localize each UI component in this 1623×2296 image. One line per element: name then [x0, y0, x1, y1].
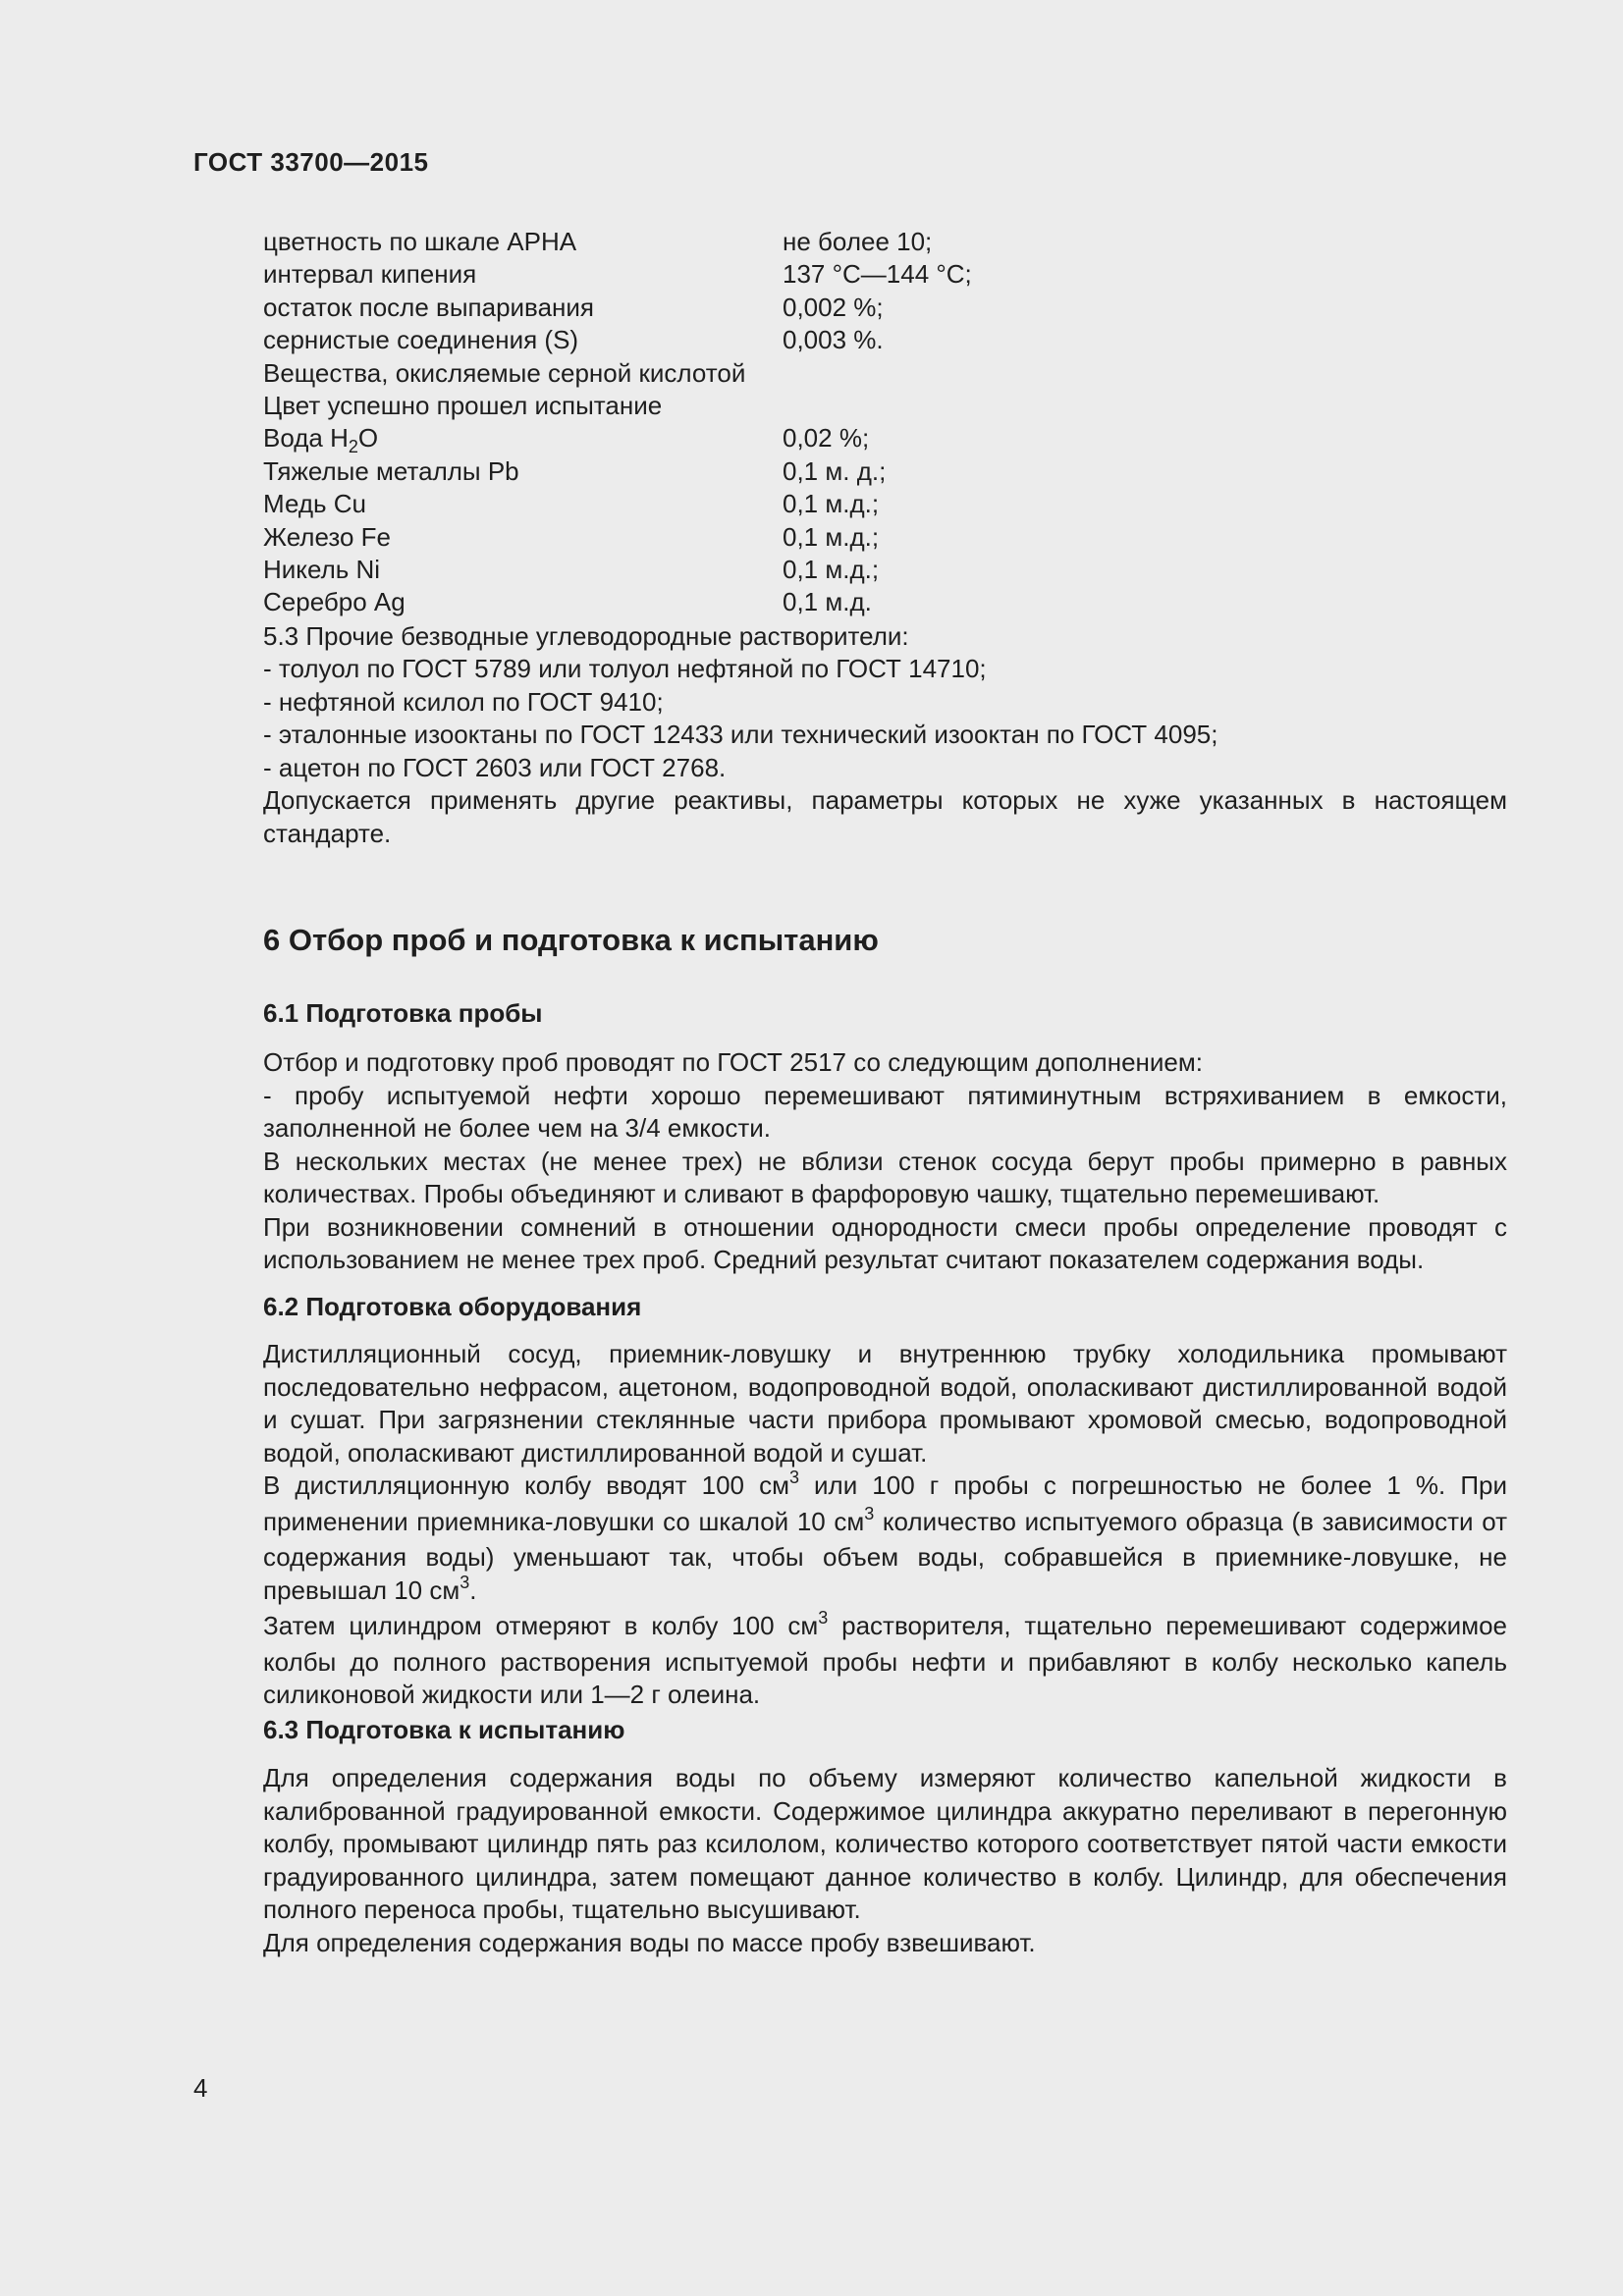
property-row — [263, 554, 1510, 586]
property-label: Тяжелые металлы Pb — [263, 455, 519, 486]
property-row — [263, 324, 1510, 356]
document-header: ГОСТ 33700—2015 — [193, 147, 429, 177]
property-value: 0,02 %; — [783, 423, 870, 454]
text: Затем цилиндром отмеряют в колбу 100 см — [263, 1611, 819, 1640]
property-label: остаток после выпаривания — [263, 292, 594, 322]
paragraph: Для определения содержания воды по массе пробу взвешивают. — [263, 1927, 1036, 1957]
property-value: 0,1 м.д. — [783, 587, 872, 617]
property-row — [263, 357, 1510, 390]
property-value: 0,002 %; — [783, 292, 884, 322]
property-value: 137 °C—144 °C; — [783, 259, 972, 290]
property-label: Железо Fe — [263, 521, 391, 552]
property-row — [263, 488, 1510, 520]
property-value: 0,1 м.д.; — [783, 489, 880, 519]
property-value: 0,003 %. — [783, 325, 884, 355]
property-label: Серебро Ag — [263, 587, 406, 617]
property-row — [263, 390, 1510, 422]
paragraph: Отбор и подготовку проб проводят по ГОСТ 2517 со следующим дополнением: — [263, 1047, 1203, 1077]
property-value: не более 10; — [783, 227, 933, 256]
property-label: цветность по шкале APHA — [263, 227, 577, 256]
property-row — [263, 292, 1510, 324]
list-item: - эталонные изооктаны по ГОСТ 12433 или технический изооктан по ГОСТ 4095; — [263, 720, 1218, 750]
solvents-intro: 5.3 Прочие безводные углеводородные растворители: — [263, 621, 909, 651]
property-label: Никель Ni — [263, 554, 381, 584]
paragraph: В нескольких местах (не менее трех) не вблизи стенок сосуда берут пробы примерно в равных количествах. Пробы объединяют и сливают в фарфоровую чашку, тщательно перемешивают. — [263, 1146, 1507, 1208]
paragraph-group — [193, 1046, 1507, 1277]
property-label: сернистые соединения (S) — [263, 325, 579, 355]
property-label: Цвет успешно прошел испытание — [263, 390, 663, 420]
property-row — [263, 521, 1510, 554]
solvents-list — [263, 620, 1510, 784]
property-row — [263, 258, 1510, 291]
paragraph: - пробу испытуемой нефти хорошо перемешивают пятиминутным встряхиванием в емкости, заполненной не более чем на 3/4 емкости. — [263, 1080, 1507, 1143]
superscript: 3 — [460, 1572, 470, 1592]
paragraph-group — [193, 1338, 1507, 1712]
property-value: 0,1 м.д.; — [783, 521, 880, 552]
property-row — [263, 226, 1510, 258]
list-item: - нефтяной ксилол по ГОСТ 9410; — [263, 686, 664, 717]
text: растворителя, тщательно перемешивают содержимое колбы до полного растворения испытуемой пробы нефти и прибавляют в колбу несколько капель силиконовой жидкости или 1—2 г олеина. — [263, 1611, 1507, 1709]
subsection-title: 6.1 Подготовка пробы — [263, 998, 543, 1028]
list-item: - толуол по ГОСТ 5789 или толуол нефтяной по ГОСТ 14710; — [263, 654, 987, 684]
solvents-note: Допускается применять другие реактивы, параметры которых не хуже указанных в настоящем стандарте. — [263, 785, 1507, 848]
text: или 100 г пробы с погрешностью не более 1 %. При применении приемника-ловушки со шкалой 10 см — [263, 1470, 1507, 1536]
text: В дистилляционную колбу вводят 100 см — [263, 1470, 789, 1500]
property-label — [263, 422, 378, 457]
text: . — [469, 1575, 477, 1605]
property-value: 0,1 м. д.; — [783, 455, 887, 486]
property-label: Медь Cu — [263, 489, 367, 519]
list-item: - ацетон по ГОСТ 2603 или ГОСТ 2768. — [263, 752, 727, 782]
subsection-title: 6.3 Подготовка к испытанию — [263, 1715, 625, 1744]
section-title: 6 Отбор проб и подготовка к испытанию — [263, 923, 879, 957]
page-number: 4 — [193, 2073, 208, 2103]
subscript: 2 — [348, 437, 358, 457]
paragraph — [193, 1469, 1507, 1610]
superscript: 3 — [818, 1608, 829, 1628]
water-label-text: Вода H — [263, 423, 349, 454]
property-row — [263, 455, 1510, 488]
superscript: 3 — [788, 1468, 799, 1487]
property-row — [263, 586, 1510, 618]
subsection-title: 6.2 Подготовка оборудования — [263, 1292, 642, 1321]
water-label-text: O — [357, 423, 379, 454]
superscript: 3 — [864, 1503, 875, 1523]
property-value: 0,1 м.д.; — [783, 554, 880, 584]
paragraph: Для определения содержания воды по объему измеряют количество капельной жидкости в калиброванной градуированной емкости. Содержимое цилиндра аккуратно переливают в перегонную колбу, промывают цилиндр пять раз ксилолом, количество которого соответствует пятой части емкости градуированного цилиндра, затем помещают данное количество в колбу. Цилиндр, для обеспечения полного переноса пробы, тщательно высушивают. — [263, 1763, 1507, 1924]
property-row — [263, 422, 1510, 457]
paragraph-group — [193, 1762, 1507, 1959]
property-label: Вещества, окисляемые серной кислотой — [263, 357, 746, 388]
paragraph: При возникновении сомнений в отношении однородности смеси пробы определение проводят с использованием не менее трех проб. Средний результат считают показателем содержания воды. — [263, 1211, 1507, 1274]
text: количество испытуемого образца (в зависимости от содержания воды) уменьшают так, чтобы объем воды, собравшейся в приемнике-ловушке, не превышал 10 см — [263, 1506, 1507, 1605]
property-list — [263, 226, 1510, 619]
property-label: интервал кипения — [263, 259, 477, 290]
paragraph — [193, 1610, 1507, 1712]
paragraph: Дистилляционный сосуд, приемник-ловушку и внутреннюю трубку холодильника промывают последовательно нефрасом, ацетоном, водопроводной водой, ополаскивают дистиллированной водой и сушат. При загрязнении стеклянные части прибора промывают хромовой смесью, водопроводной водой, ополаскивают дистиллированной водой и сушат. — [263, 1339, 1507, 1468]
paragraph — [193, 784, 1507, 850]
